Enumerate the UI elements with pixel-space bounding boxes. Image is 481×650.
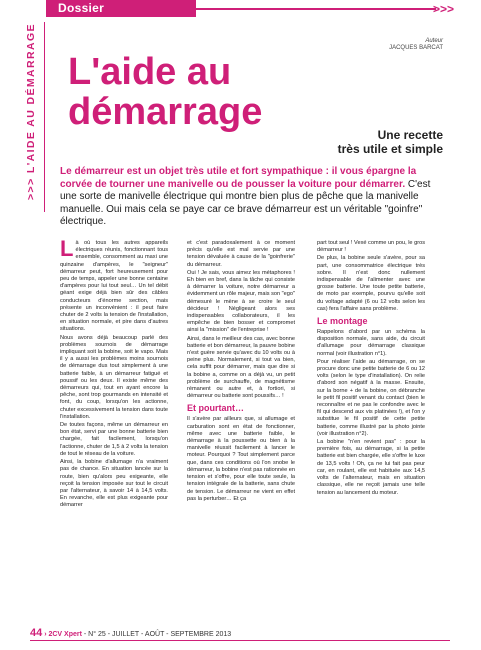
header-arrows: >>> — [432, 2, 454, 16]
paragraph: Ainsi, dans le meilleur des cas, avec bonne batterie et bon démarreur, la pauvre bobine n'est guère servie qu'avec du 10 volts ou à peine plus. Normalement, si tout va bien, cela suffit pour démarrer, mais que dire si la bobine a, comme on a déjà vu, un petit problème de surchauffe, de magnétisme rémanent ou autre et, à fortiori, si démarreur ou batterie sont poussifs… ! — [187, 335, 295, 400]
side-banner-text: >>> L'AIDE AU DÉMARRAGE — [25, 23, 37, 200]
issue-info: - N° 25 - JUILLET - AOÛT - SEPTEMBRE 2013 — [83, 631, 232, 638]
header-rule — [196, 8, 436, 10]
section-header-bar — [46, 0, 196, 17]
title-line-1: L'aide au — [68, 51, 232, 93]
drop-cap: L — [60, 236, 74, 261]
magazine-name: › 2CV Xpert — [44, 631, 82, 638]
subtitle-line-1: Une recette — [377, 128, 443, 142]
body-column-1 — [60, 236, 168, 511]
author-label: Auteur — [425, 38, 443, 44]
intro-lead: Le démarreur est un objet très utile et fort sympathique : il vous épargne la corvée de tourner une manivelle ou de pousser la voiture pour démarrer. — [60, 166, 417, 190]
section-heading: Et pourtant… — [187, 403, 244, 414]
side-rule — [44, 22, 45, 212]
article-subtitle — [338, 128, 443, 156]
paragraph: Nous avons déjà beaucoup parlé des problèmes sournois de démarrage impliquant soit la bobine, soit le vapo. Mais il y a aussi les problèmes moins sournois de démarrage dus tout simplement à une batterie faible, à un démarreur fatigué et poussif ou les deux. Il existe même des démarreurs qui, tout en ayant encore la pêche, sont trop gourmands en intensité et font, du coup, lorsqu'on les actionne, chuter excessivement la tension dans toute l'installation. — [60, 334, 168, 420]
paragraph: Il s'avère par ailleurs que, si allumage et carburation sont en état de fonctionner, même avec une batterie faible, le démarrage à la poussette ou bien à la manivelle réussit facilement à lancer le moteur. Pourquoi ? Tout simplement parce que, dans ces conditions où l'on snobe le démarreur, la bobine n'est pas rationnée en tension et s'offre, pour elle toute seule, la tension intégrale de la batterie, sans chute de tension. Le démarreur ne vient en effet pas la perturber… Et ça — [187, 416, 295, 502]
paragraph: Ainsi, la bobine d'allumage n'a vraiment pas de chance. En situation lancée sur la route, bien qu'alors peu exigeante, elle reçoit la tension imposée sur tout le circuit par l'alternateur, à savoir 14 à 14,5 volts. En revanche, elle est plus exigeante pour démarrer — [60, 459, 168, 509]
section-label: Dossier — [58, 1, 105, 15]
page-footer — [30, 627, 231, 639]
author-block — [389, 38, 443, 52]
paragraph: Rappelons d'abord par un schéma la disposition normale, sans aide, du circuit d'allumage pour démarrage classique normal (voir illustration n°1). — [317, 329, 425, 357]
paragraph: De plus, la bobine seule s'avère, pour sa part, une consommatrice électrique très sobre. Il n'est donc nullement indispensable de l'alimenter avec une grosse batterie. Une toute petite batterie, de moto par exemple, pourvu qu'elle soit du voltage adapté (6 ou 12 volts selon les cas) fera l'affaire sans problème. — [317, 255, 425, 312]
intro-rest: C'est une sorte de manivelle électrique qui montre bien plus de pêche que la manivelle manuelle. Oui mais cela se paye car ce brave démarreur est un véritable "goinfre" électrique. — [60, 178, 431, 227]
article-title — [68, 52, 318, 132]
paragraph: Oui ! Je sais, vous aimez les métaphores ! Eh bien en bref, dans la tâche qui consiste à démarrer la voiture, notre démarreur a évidemment un rôle majeur, mais son "ego" démesuré le mène à se croire le seul décideur ! Négligeant alors ses indispensables collaborateurs, il les empêche de bien bosser et compromet ainsi la "mission" de l'entreprise ! — [187, 269, 295, 334]
page-number: 44 — [30, 627, 43, 639]
side-banner — [5, 0, 37, 440]
paragraph — [60, 236, 168, 334]
title-line-2: démarrage — [68, 91, 263, 133]
section-header — [46, 0, 454, 20]
footer-rule — [30, 640, 450, 641]
intro-paragraph — [60, 166, 448, 229]
body-column-3 — [317, 240, 425, 498]
paragraph-text: à où tous les autres appareils électriques réunis, fonctionnant tous ensemble, consomment au maxi une quinzaine d'ampères, le "seigneur" démarreur peut, fort heureusement pour peu de temps, appeler une bonne centaine d'ampères pour lui tout seul… Un tel débit géant exige déjà bien sûr des câbles conducteurs d'énorme section, mais présente un inconvénient : il peut faire chuter de 2 volts la tension de l'installation, en situation normale, et pire dans d'autres situations. — [60, 240, 168, 333]
paragraph: La bobine "n'en revient pas" : pour la première fois, au démarrage, si la petite batterie est bien chargée, elle s'offre le luxe de 13,5 volts ! Oh, ça ne lui fait pas peur car, en roulant, elle est habituée aux 14,5 volts de l'alternateur, mais en situation classique, elle ne reçoit jamais une telle tension au lancement du moteur. — [317, 439, 425, 496]
paragraph: De toutes façons, même un démarreur en bon état, servi par une bonne batterie bien chargée, fait facilement, lorsqu'on l'actionne, chuter de 1,5 à 2 volts la tension de tout le réseau de la voiture. — [60, 422, 168, 457]
paragraph: part tout seul ! Vexé comme un pou, le gros démarreur ! — [317, 240, 425, 254]
subtitle-line-2: très utile et simple — [337, 142, 443, 156]
paragraph: et c'est paradoxalement à ce moment précis qu'elle est mal servie par une tension dévaluée à cause de la "goinfrerie" du démarreur. — [187, 240, 295, 268]
section-heading: Le montage — [317, 316, 368, 327]
author-name: JACQUES BARCAT — [389, 45, 443, 51]
paragraph: Pour réaliser l'aide au démarrage, on se procure donc une petite batterie de 6 ou 12 volts (selon le type d'installation). On relie d'abord son négatif à la masse. Ensuite, sur la borne + de la bobine, on débranche le petit fil positif venant du contact (bien le reconnaître et ne pas le confondre avec le fil qui descend aux vis platinées !), et l'on y substitue le fil positif de cette petite batterie, comme illustré par la photo jointe (voir illustration n°2). — [317, 358, 425, 437]
body-column-2 — [187, 240, 295, 504]
